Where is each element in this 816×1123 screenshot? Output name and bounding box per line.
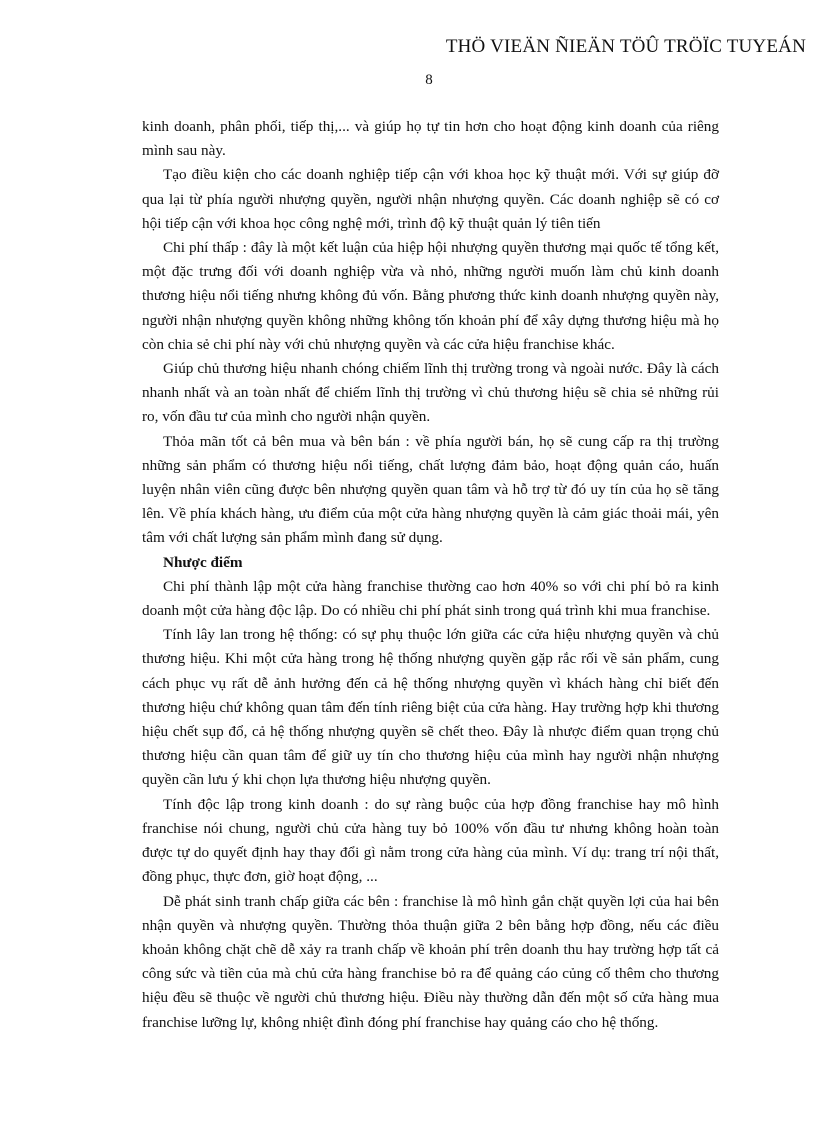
paragraph: Giúp chủ thương hiệu nhanh chóng chiếm lĩnh thị trường trong và ngoài nước. Đây là cách nhanh nhất và an toàn nhất để chiếm lĩnh thị trường vì chủ thương hiệu sẽ chia sẻ những rủi ro, vốn đầu tư của mình cho người nhận quyền. (142, 360, 719, 426)
paragraph: kinh doanh, phân phối, tiếp thị,... và giúp họ tự tin hơn cho hoạt động kinh doanh của riêng mình sau này. (142, 118, 719, 160)
document-body (142, 115, 719, 1035)
paragraph: Tính lây lan trong hệ thống: có sự phụ thuộc lớn giữa các cửa hiệu nhượng quyền và chủ thương hiệu. Khi một cửa hàng trong hệ thống nhượng quyền gặp rắc rối về sản phẩm, cung cách phục vụ rất dễ ảnh hưởng đến cả hệ thống nhượng quyền vì khách hàng chỉ biết đến thương hiệu chứ không quan tâm đến tính riêng biệt của cửa hàng. Hay trường hợp khi thương hiệu chết sụp đổ, cả hệ thống nhượng quyền sẽ chết theo. Đây là nhược điểm quan trọng chủ thương hiệu cần quan tâm để giữ uy tín cho thương hiệu của mình hay người nhận nhượng quyền cần lưu ý khi chọn lựa thương hiệu nhượng quyền. (142, 626, 719, 789)
header-title: THÖ VIEÄN ÑIEÄN TÖÛ TRÖÏC TUYEÁN (445, 36, 806, 57)
paragraph: Thỏa mãn tốt cả bên mua và bên bán : về phía người bán, họ sẽ cung cấp ra thị trường những sản phẩm có thương hiệu nổi tiếng, chất lượng đảm bảo, hoạt động quản cáo, huấn luyện nhân viên cũng được bên nhượng quyền quan tâm và hỗ trợ từ đó uy tín của họ sẽ tăng lên. Về phía khách hàng, ưu điểm của một cửa hàng nhượng quyền là cảm giác thoải mái, yên tâm với chất lượng sản phẩm mình đang sử dụng. (142, 432, 719, 547)
page-number: 8 (425, 72, 433, 88)
section-heading: Nhược điểm (163, 553, 243, 571)
paragraph: Chi phí thành lập một cửa hàng franchise thường cao hơn 40% so với chi phí bỏ ra kinh doanh một cửa hàng độc lập. Do có nhiều chi phí phát sinh trong quá trình khi mua franchise. (142, 577, 719, 620)
paragraph: Tạo điều kiện cho các doanh nghiệp tiếp cận với khoa học kỹ thuật mới. Với sự giúp đỡ qua lại từ phía người nhượng quyền, người nhận nhượng quyền. Các doanh nghiệp sẽ có cơ hội tiếp cận với khoa học công nghệ mới, trình độ kỹ thuật quản lý tiên tiến (142, 166, 719, 232)
paragraph: Tính độc lập trong kinh doanh : do sự ràng buộc của hợp đồng franchise hay mô hình franchise nói chung, người chủ cửa hàng tuy bỏ 100% vốn đầu tư nhưng không hoàn toàn được tự do quyết định hay thay đổi gì nằm trong cửa hàng của mình. Ví dụ: trang trí nội thất, đồng phục, thực đơn, giờ hoạt động, ... (142, 795, 719, 886)
paragraph: Dễ phát sinh tranh chấp giữa các bên : franchise là mô hình gắn chặt quyền lợi của hai bên nhận quyền và nhượng quyền. Thường thỏa thuận giữa 2 bên bằng hợp đồng, nếu các điều khoản không chặt chẽ dễ xảy ra tranh chấp về khoản phí trên doanh thu hay trường hợp tất cả công sức và tiền của mà chủ cửa hàng franchise bỏ ra để quảng cáo củng cố thêm cho thương hiệu đều sẽ thuộc về người chủ thương hiệu. Điều này thường dẫn đến một số cửa hàng mua franchise lưỡng lự, không nhiệt đình đóng phí franchise hay quảng cáo cho hệ thống. (142, 892, 719, 1031)
paragraph: Chi phí thấp : đây là một kết luận của hiệp hội nhượng quyền thương mại quốc tế tổng kết, một đặc trưng đối với doanh nghiệp vừa và nhỏ, những người muốn làm chủ kinh doanh thương hiệu nổi tiếng nhưng không đủ vốn. Bằng phương thức kinh doanh nhượng quyền này, người nhận nhượng quyền không những không tốn khoản phí để xây dựng thương hiệu mà họ còn chia sẻ chi phí này với chủ nhượng quyền và các cửa hiệu franchise khác. (142, 239, 719, 353)
